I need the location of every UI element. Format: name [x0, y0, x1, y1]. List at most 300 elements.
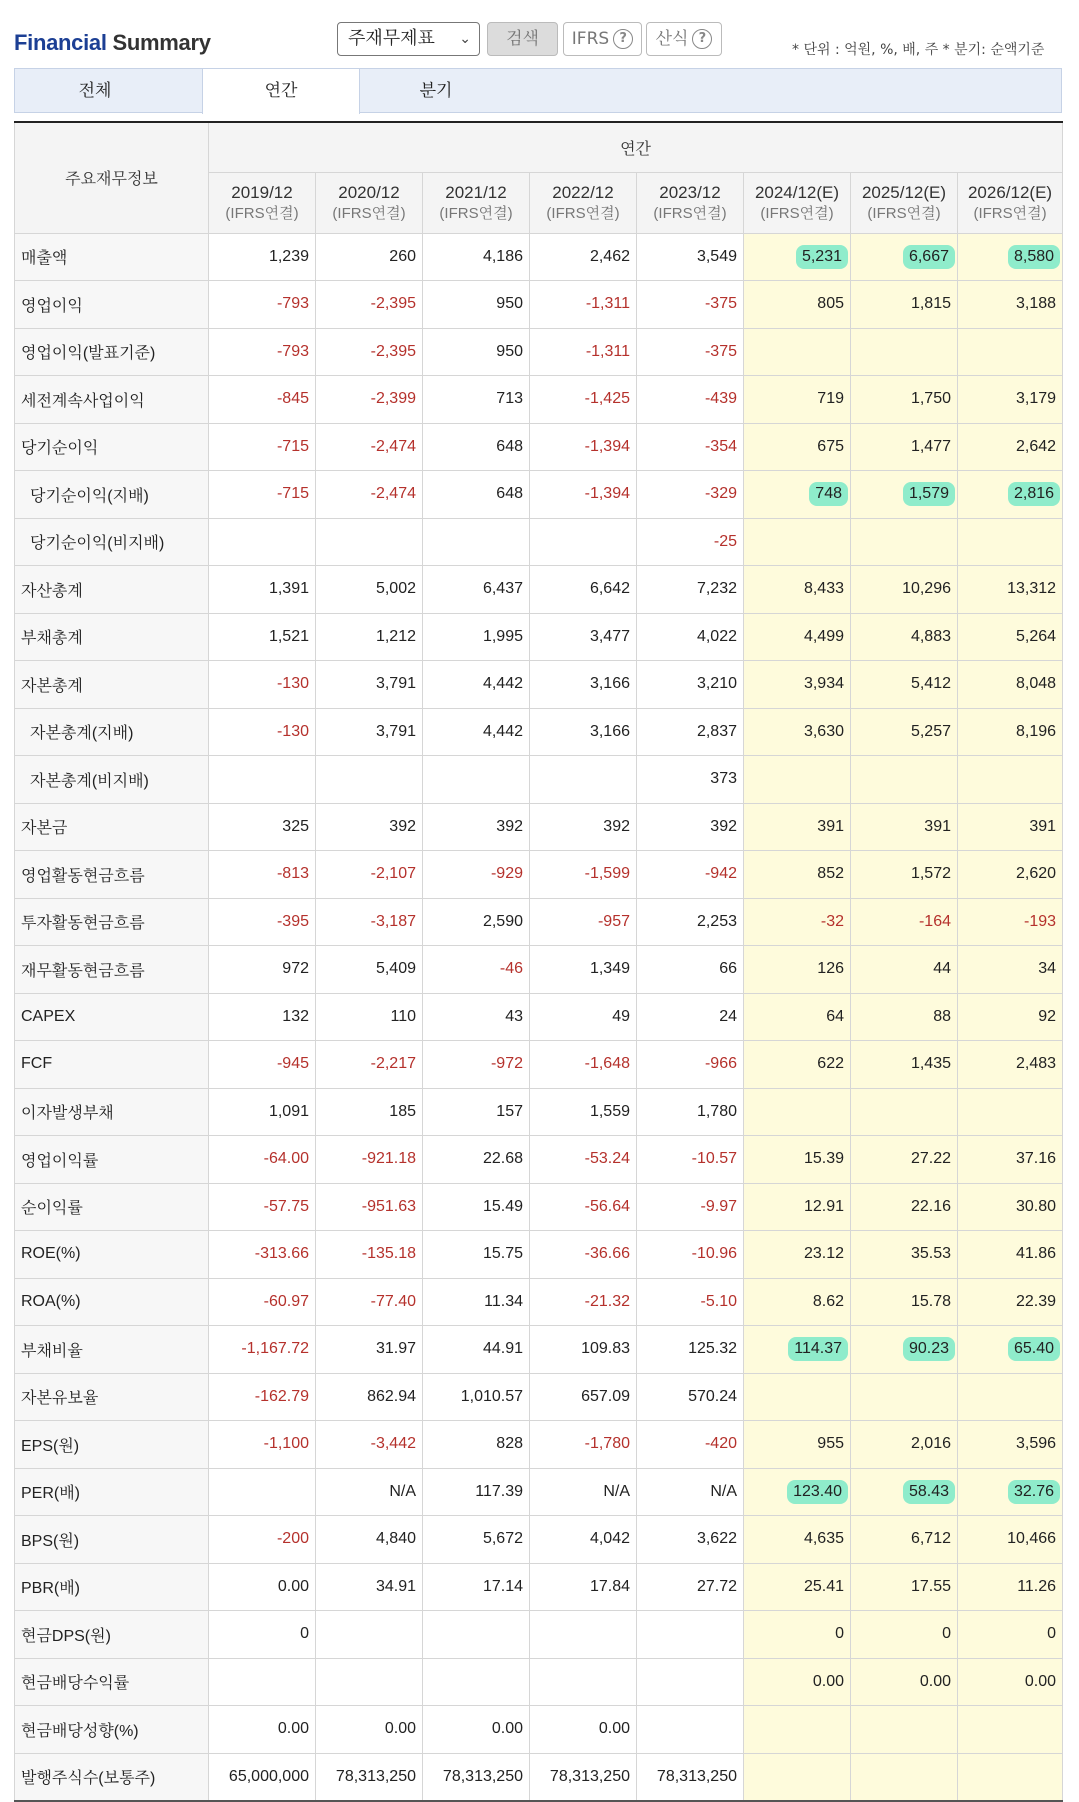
table-cell: 392 [637, 803, 744, 851]
table-cell: 22.68 [423, 1136, 530, 1184]
table-cell [744, 1373, 851, 1421]
table-cell: N/A [316, 1468, 423, 1516]
table-row [15, 1088, 1063, 1136]
column-header-202312 [637, 172, 744, 233]
table-cell: 4,442 [423, 661, 530, 709]
table-cell: 325 [209, 803, 316, 851]
table-cell: 3,477 [530, 613, 637, 661]
table-row [15, 1231, 1063, 1279]
table-cell: -715 [209, 471, 316, 519]
table-cell: 622 [744, 1041, 851, 1089]
table-cell: N/A [530, 1468, 637, 1516]
column-type: (IFRS연결) [973, 204, 1047, 222]
table-cell: 0.00 [744, 1658, 851, 1706]
table-cell [958, 1326, 1063, 1374]
column-type: (IFRS연결) [439, 204, 513, 222]
highlight-mark: 123.40 [787, 1480, 848, 1504]
column-year: 2021/12 [445, 182, 507, 202]
table-cell [958, 1088, 1063, 1136]
table-cell [316, 1611, 423, 1659]
tab-annual[interactable]: 연간 [202, 69, 360, 114]
table-cell: 392 [530, 803, 637, 851]
table-cell: 0.00 [316, 1706, 423, 1754]
table-cell: 392 [423, 803, 530, 851]
table-cell: 0.00 [209, 1706, 316, 1754]
table-cell: -1,599 [530, 851, 637, 899]
row-label: 부채비율 [15, 1326, 209, 1374]
table-cell: 373 [637, 756, 744, 804]
highlight-mark: 6,667 [903, 245, 955, 269]
row-label: PBR(배) [15, 1563, 209, 1611]
table-cell [851, 756, 958, 804]
period-tabs [14, 68, 1062, 113]
highlight-mark: 1,579 [903, 482, 955, 506]
table-cell: 10,296 [851, 566, 958, 614]
table-cell: -57.75 [209, 1183, 316, 1231]
table-cell: 125.32 [637, 1326, 744, 1374]
row-label: ROE(%) [15, 1231, 209, 1279]
table-cell: 0.00 [851, 1658, 958, 1706]
column-year: 2022/12 [552, 182, 614, 202]
table-row [15, 1516, 1063, 1564]
row-label: BPS(원) [15, 1516, 209, 1564]
table-cell: -162.79 [209, 1373, 316, 1421]
table-row [15, 613, 1063, 661]
table-cell: 15.49 [423, 1183, 530, 1231]
table-row [15, 423, 1063, 471]
table-cell: -193 [958, 898, 1063, 946]
table-cell: 1,435 [851, 1041, 958, 1089]
table-cell: -2,399 [316, 376, 423, 424]
table-cell: 0 [744, 1611, 851, 1659]
table-cell: -10.96 [637, 1231, 744, 1279]
highlight-mark: 2,816 [1008, 482, 1060, 506]
table-cell: 1,212 [316, 613, 423, 661]
table-cell: 3,791 [316, 661, 423, 709]
table-cell: 2,590 [423, 898, 530, 946]
table-cell: -951.63 [316, 1183, 423, 1231]
column-type: (IFRS연결) [332, 204, 406, 222]
page-title [14, 30, 211, 56]
table-cell: 25.41 [744, 1563, 851, 1611]
table-cell [958, 1373, 1063, 1421]
table-cell: 3,791 [316, 708, 423, 756]
question-icon: ? [613, 29, 633, 49]
annual-group-header: 연간 [209, 122, 1063, 172]
column-header-202612E [958, 172, 1063, 233]
table-cell: -942 [637, 851, 744, 899]
formula-help-button[interactable] [646, 22, 722, 56]
table-row [15, 1421, 1063, 1469]
table-row [15, 851, 1063, 899]
table-cell: 126 [744, 946, 851, 994]
table-cell: 3,596 [958, 1421, 1063, 1469]
table-cell: 17.14 [423, 1563, 530, 1611]
table-cell [744, 233, 851, 281]
table-cell: -10.57 [637, 1136, 744, 1184]
table-cell [316, 756, 423, 804]
table-cell [423, 1611, 530, 1659]
table-cell: 1,349 [530, 946, 637, 994]
column-year: 2020/12 [338, 182, 400, 202]
table-cell: -32 [744, 898, 851, 946]
table-row [15, 1136, 1063, 1184]
table-cell [851, 1088, 958, 1136]
row-label: 당기순이익(지배) [15, 471, 209, 519]
table-cell: -77.40 [316, 1278, 423, 1326]
tab-quarter[interactable]: 분기 [419, 81, 453, 101]
table-cell: 1,521 [209, 613, 316, 661]
row-label: PER(배) [15, 1468, 209, 1516]
table-row [15, 471, 1063, 519]
unit-note: * 단위 : 억원, %, 배, 주 * 분기: 순액기준 [792, 42, 1045, 58]
table-cell: -135.18 [316, 1231, 423, 1279]
table-cell: 132 [209, 993, 316, 1041]
column-header-202412E [744, 172, 851, 233]
row-label: 영업활동현금흐름 [15, 851, 209, 899]
table-cell: 6,712 [851, 1516, 958, 1564]
table-cell [958, 233, 1063, 281]
table-cell: 4,635 [744, 1516, 851, 1564]
column-header-202012 [316, 172, 423, 233]
row-label: 세전계속사업이익 [15, 376, 209, 424]
table-cell [851, 1373, 958, 1421]
table-cell: -921.18 [316, 1136, 423, 1184]
table-cell: 852 [744, 851, 851, 899]
row-label: ROA(%) [15, 1278, 209, 1326]
table-row [15, 1611, 1063, 1659]
column-header-201912 [209, 172, 316, 233]
row-label: 발행주식수(보통주) [15, 1753, 209, 1801]
table-cell: -945 [209, 1041, 316, 1089]
table-cell: -1,394 [530, 423, 637, 471]
table-cell: 185 [316, 1088, 423, 1136]
table-cell: -375 [637, 281, 744, 329]
table-cell: -313.66 [209, 1231, 316, 1279]
row-label: FCF [15, 1041, 209, 1089]
table-cell: 713 [423, 376, 530, 424]
table-cell [851, 1468, 958, 1516]
highlight-mark: 748 [809, 482, 848, 506]
table-cell: -2,395 [316, 281, 423, 329]
table-cell: 15.39 [744, 1136, 851, 1184]
table-cell: 5,002 [316, 566, 423, 614]
question-icon: ? [692, 29, 712, 49]
table-row [15, 1278, 1063, 1326]
table-cell: 4,042 [530, 1516, 637, 1564]
highlight-mark: 5,231 [796, 245, 848, 269]
table-cell: 391 [958, 803, 1063, 851]
top-bar [0, 0, 1079, 68]
table-cell: -9.97 [637, 1183, 744, 1231]
statement-type-value: 주재무제표 [348, 28, 435, 49]
table-cell: 2,837 [637, 708, 744, 756]
table-cell [958, 1753, 1063, 1801]
table-cell: 3,179 [958, 376, 1063, 424]
row-label: 부채총계 [15, 613, 209, 661]
table-cell: -1,425 [530, 376, 637, 424]
table-cell: 41.86 [958, 1231, 1063, 1279]
table-cell: 0.00 [530, 1706, 637, 1754]
column-type: (IFRS연결) [867, 204, 941, 222]
column-type: (IFRS연결) [546, 204, 620, 222]
column-header-202512E [851, 172, 958, 233]
table-cell: 1,780 [637, 1088, 744, 1136]
table-cell: -715 [209, 423, 316, 471]
table-cell: 392 [316, 803, 423, 851]
table-cell: 5,409 [316, 946, 423, 994]
table-row [15, 756, 1063, 804]
table-cell: 1,391 [209, 566, 316, 614]
table-cell: 950 [423, 328, 530, 376]
table-row [15, 946, 1063, 994]
row-label: 자본총계 [15, 661, 209, 709]
table-row [15, 328, 1063, 376]
table-cell: -420 [637, 1421, 744, 1469]
row-label: 현금배당성향(%) [15, 1706, 209, 1754]
table-cell: 15.78 [851, 1278, 958, 1326]
table-cell: 648 [423, 423, 530, 471]
table-cell: 92 [958, 993, 1063, 1041]
row-label: 영업이익(발표기준) [15, 328, 209, 376]
table-cell: 0 [851, 1611, 958, 1659]
table-cell: 391 [851, 803, 958, 851]
table-cell: 260 [316, 233, 423, 281]
table-cell: 109.83 [530, 1326, 637, 1374]
table-cell: 4,499 [744, 613, 851, 661]
table-cell: -1,311 [530, 328, 637, 376]
table-cell: -1,648 [530, 1041, 637, 1089]
table-cell: -845 [209, 376, 316, 424]
row-label: 현금DPS(원) [15, 1611, 209, 1659]
table-cell [637, 1706, 744, 1754]
table-cell: 23.12 [744, 1231, 851, 1279]
row-label: 자본금 [15, 803, 209, 851]
table-cell: 27.22 [851, 1136, 958, 1184]
table-cell [744, 1753, 851, 1801]
row-label: 투자활동현금흐름 [15, 898, 209, 946]
table-cell: 117.39 [423, 1468, 530, 1516]
table-cell: -56.64 [530, 1183, 637, 1231]
table-cell: -130 [209, 708, 316, 756]
table-row [15, 1041, 1063, 1089]
row-label: 자본총계(지배) [15, 708, 209, 756]
table-row [15, 1468, 1063, 1516]
table-row [15, 898, 1063, 946]
table-cell: -64.00 [209, 1136, 316, 1184]
table-row [15, 233, 1063, 281]
table-cell [851, 1326, 958, 1374]
table-cell: 8,196 [958, 708, 1063, 756]
table-cell: 0.00 [209, 1563, 316, 1611]
table-cell [530, 1658, 637, 1706]
highlight-mark: 114.37 [788, 1337, 848, 1361]
table-cell: 7,232 [637, 566, 744, 614]
table-cell: -2,395 [316, 328, 423, 376]
table-cell [530, 756, 637, 804]
table-cell: 828 [423, 1421, 530, 1469]
table-cell [851, 471, 958, 519]
search-button[interactable]: 검색 [487, 22, 558, 56]
table-cell: -793 [209, 281, 316, 329]
table-cell [744, 1706, 851, 1754]
table-cell [851, 328, 958, 376]
table-row [15, 708, 1063, 756]
ifrs-label: IFRS [571, 29, 610, 49]
table-cell: 24 [637, 993, 744, 1041]
table-cell: -2,474 [316, 471, 423, 519]
table-cell [744, 328, 851, 376]
row-label: 현금배당수익률 [15, 1658, 209, 1706]
table-row [15, 281, 1063, 329]
table-cell: -1,394 [530, 471, 637, 519]
table-cell: 8.62 [744, 1278, 851, 1326]
table-cell: -793 [209, 328, 316, 376]
row-label: 순이익률 [15, 1183, 209, 1231]
column-type: (IFRS연결) [760, 204, 834, 222]
statement-type-select[interactable] [337, 22, 480, 56]
tab-all[interactable]: 전체 [78, 81, 112, 101]
table-cell: 2,642 [958, 423, 1063, 471]
table-cell [637, 1658, 744, 1706]
table-cell [316, 1658, 423, 1706]
table-row [15, 803, 1063, 851]
table-cell: 4,840 [316, 1516, 423, 1564]
table-row [15, 566, 1063, 614]
table-cell: 66 [637, 946, 744, 994]
table-cell: 570.24 [637, 1373, 744, 1421]
table-cell [209, 1658, 316, 1706]
table-cell: -200 [209, 1516, 316, 1564]
title-summary: Summary [112, 30, 211, 55]
table-cell: 4,442 [423, 708, 530, 756]
table-cell: 1,750 [851, 376, 958, 424]
row-label: 자본유보율 [15, 1373, 209, 1421]
table-cell: -3,187 [316, 898, 423, 946]
table-cell: -36.66 [530, 1231, 637, 1279]
table-cell [958, 518, 1063, 566]
table-cell: 719 [744, 376, 851, 424]
table-cell: 648 [423, 471, 530, 519]
table-cell: 65,000,000 [209, 1753, 316, 1801]
table-cell [744, 1468, 851, 1516]
table-cell: 972 [209, 946, 316, 994]
column-year: 2019/12 [231, 182, 293, 202]
table-cell: 1,477 [851, 423, 958, 471]
row-label: 당기순이익(비지배) [15, 518, 209, 566]
table-cell: 2,483 [958, 1041, 1063, 1089]
table-row [15, 661, 1063, 709]
table-cell: 675 [744, 423, 851, 471]
table-cell: 5,257 [851, 708, 958, 756]
table-cell: 11.26 [958, 1563, 1063, 1611]
table-cell: -2,107 [316, 851, 423, 899]
table-cell: 110 [316, 993, 423, 1041]
table-cell: 5,264 [958, 613, 1063, 661]
table-cell: 1,091 [209, 1088, 316, 1136]
table-cell: 37.16 [958, 1136, 1063, 1184]
table-cell [744, 756, 851, 804]
table-cell: -53.24 [530, 1136, 637, 1184]
table-cell: -25 [637, 518, 744, 566]
table-cell [423, 1658, 530, 1706]
table-cell [958, 756, 1063, 804]
table-cell: 30.80 [958, 1183, 1063, 1231]
table-cell: 6,642 [530, 566, 637, 614]
table-cell: -813 [209, 851, 316, 899]
table-cell: 10,466 [958, 1516, 1063, 1564]
table-cell: 0.00 [958, 1658, 1063, 1706]
table-cell: 3,934 [744, 661, 851, 709]
column-header-202112 [423, 172, 530, 233]
table-cell: 3,166 [530, 708, 637, 756]
table-cell: 950 [423, 281, 530, 329]
table-cell [209, 1468, 316, 1516]
table-cell: -130 [209, 661, 316, 709]
table-cell: 13,312 [958, 566, 1063, 614]
table-cell: 78,313,250 [316, 1753, 423, 1801]
table-cell [958, 471, 1063, 519]
table-cell: 44 [851, 946, 958, 994]
table-cell: -2,474 [316, 423, 423, 471]
table-cell: 6,437 [423, 566, 530, 614]
table-cell: -395 [209, 898, 316, 946]
table-cell: 78,313,250 [530, 1753, 637, 1801]
table-cell [209, 518, 316, 566]
table-cell: -164 [851, 898, 958, 946]
table-cell: 955 [744, 1421, 851, 1469]
ifrs-help-button[interactable] [563, 22, 642, 56]
column-year: 2024/12(E) [754, 182, 840, 202]
column-type: (IFRS연결) [225, 204, 299, 222]
table-cell: 2,620 [958, 851, 1063, 899]
table-cell: 3,166 [530, 661, 637, 709]
table-row [15, 1563, 1063, 1611]
table-cell: 4,186 [423, 233, 530, 281]
row-label: EPS(원) [15, 1421, 209, 1469]
table-cell: -957 [530, 898, 637, 946]
table-row [15, 993, 1063, 1041]
table-cell: -1,167.72 [209, 1326, 316, 1374]
table-cell: 862.94 [316, 1373, 423, 1421]
highlight-mark: 32.76 [1008, 1480, 1060, 1504]
table-cell [423, 756, 530, 804]
table-cell: 0 [958, 1611, 1063, 1659]
table-cell: 2,462 [530, 233, 637, 281]
table-cell [851, 233, 958, 281]
row-label: 이자발생부채 [15, 1088, 209, 1136]
column-year: 2026/12(E) [967, 182, 1053, 202]
table-cell: 11.34 [423, 1278, 530, 1326]
table-cell: 4,022 [637, 613, 744, 661]
table-row [15, 376, 1063, 424]
table-cell [530, 1611, 637, 1659]
table-cell: 88 [851, 993, 958, 1041]
table-cell [851, 1706, 958, 1754]
table-cell [744, 471, 851, 519]
table-cell: -439 [637, 376, 744, 424]
column-type: (IFRS연결) [653, 204, 727, 222]
column-year: 2025/12(E) [861, 182, 947, 202]
table-cell: 3,622 [637, 1516, 744, 1564]
table-cell: 15.75 [423, 1231, 530, 1279]
row-label: 자산총계 [15, 566, 209, 614]
table-cell: 8,433 [744, 566, 851, 614]
table-cell: 157 [423, 1088, 530, 1136]
table-cell [637, 1611, 744, 1659]
table-cell: 1,995 [423, 613, 530, 661]
highlight-mark: 8,580 [1008, 245, 1060, 269]
